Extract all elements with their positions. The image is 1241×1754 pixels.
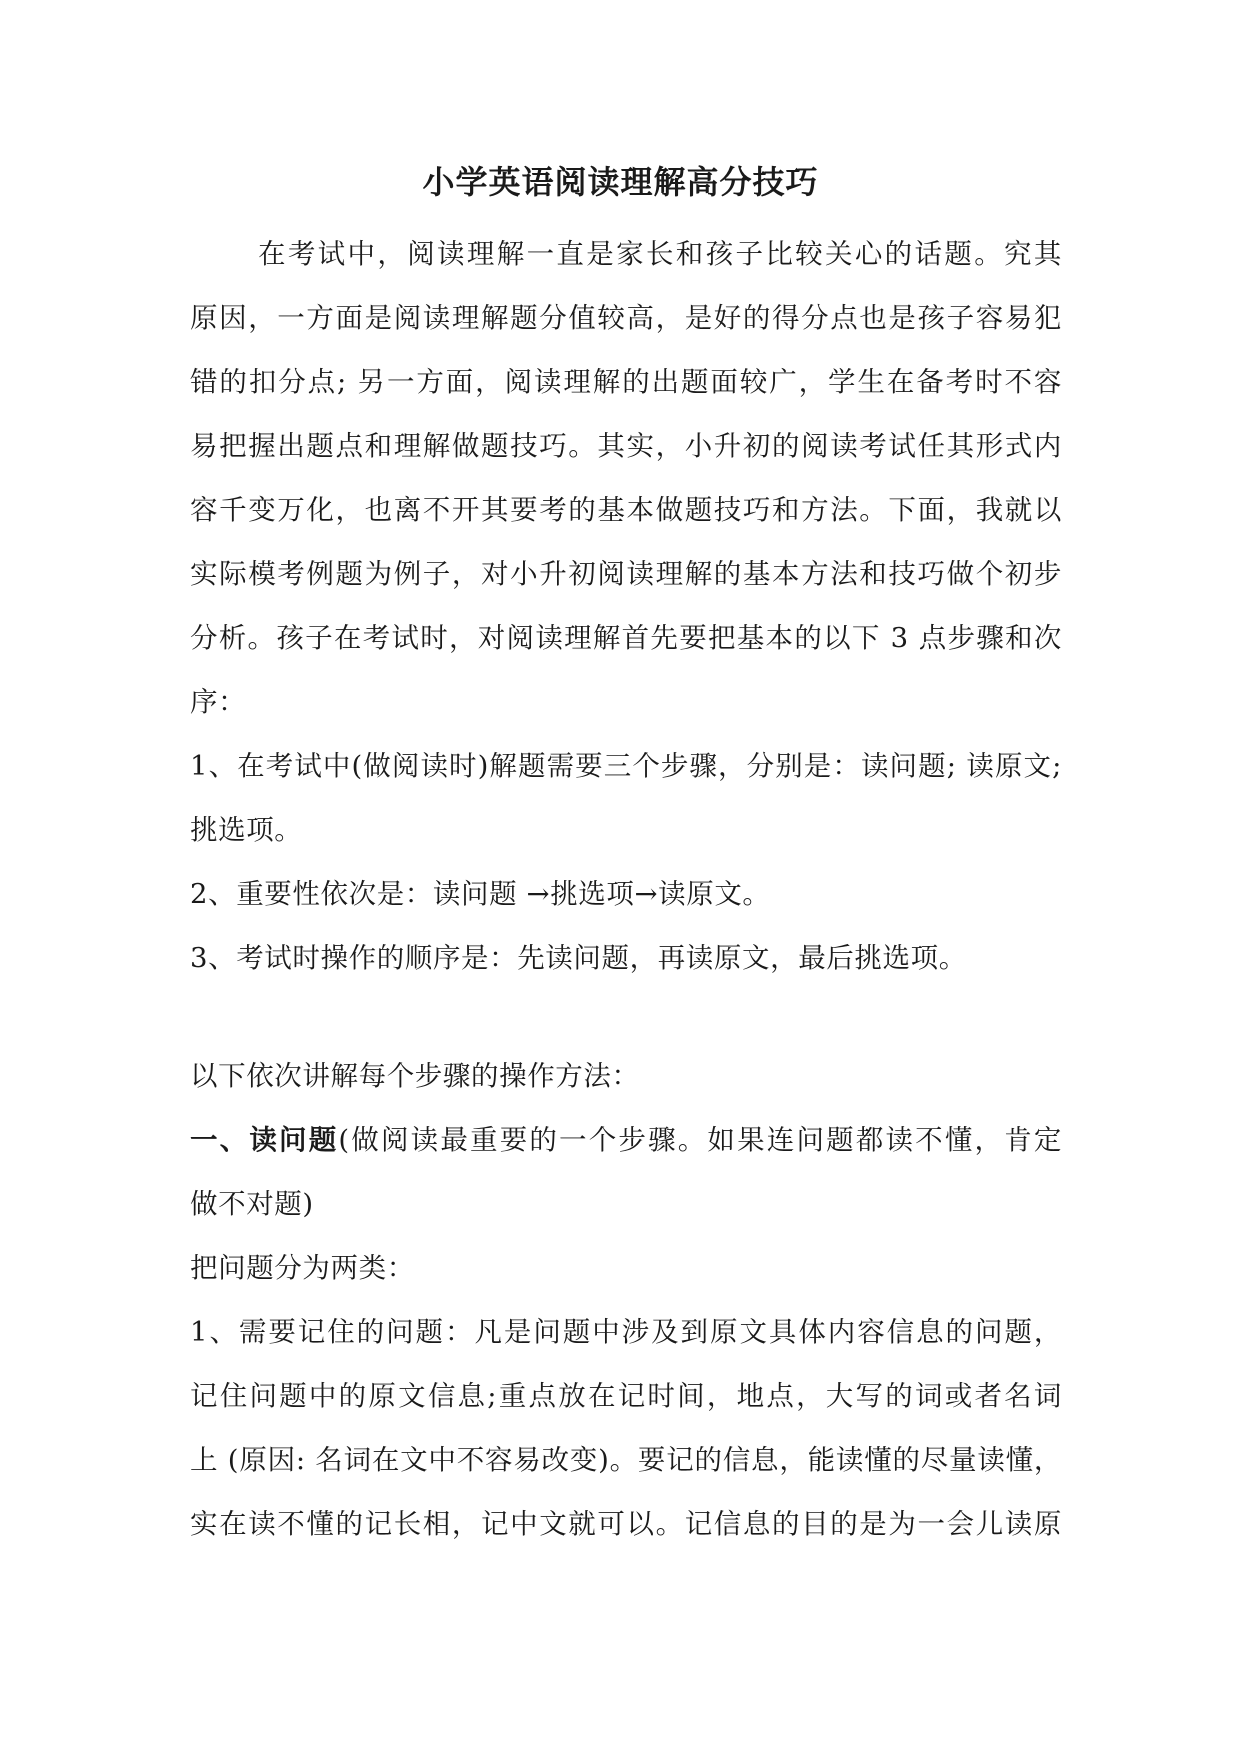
blank-gap [190, 990, 1062, 1044]
intro-line: 实际模考例题为例子，对小升初阅读理解的基本方法和技巧做个初步 [190, 558, 1062, 590]
section1-classify: 把问题分为两类： [190, 1252, 415, 1284]
intro-line: 错的扣分点; 另一方面，阅读理解的出题面较广，学生在备考时不容 [190, 366, 1062, 398]
section1-line: 实在读不懂的记长相，记中文就可以。记信息的目的是为一会儿读原 [190, 1508, 1062, 1540]
section1-line: 1、需要记住的问题：凡是问题中涉及到原文具体内容信息的问题， [190, 1316, 1062, 1348]
document-title: 小学英语阅读理解高分技巧 [422, 163, 819, 201]
section-intro: 以下依次讲解每个步骤的操作方法： [190, 1060, 640, 1092]
section1-line: 上 (原因: 名词在文中不容易改变)。要记的信息，能读懂的尽量读懂， [190, 1444, 1062, 1476]
intro-line: 分析。孩子在考试时，对阅读理解首先要把基本的以下 3 点步骤和次 [190, 622, 1062, 654]
step-line: 2、重要性依次是：读问题 →挑选项→读原文。 [190, 878, 771, 910]
intro-line: 原因，一方面是阅读理解题分值较高，是好的得分点也是孩子容易犯 [190, 302, 1062, 334]
intro-line: 在考试中，阅读理解一直是家长和孩子比较关心的话题。究其 [258, 238, 1062, 270]
section1-heading-line2: 做不对题) [190, 1188, 314, 1220]
section1-heading-line [190, 1108, 1062, 1172]
step-line: 3、考试时操作的顺序是：先读问题，再读原文，最后挑选项。 [190, 942, 967, 974]
section1-heading: 一、读问题 [190, 1124, 339, 1156]
section1-heading-rest: (做阅读最重要的一个步骤。如果连问题都读不懂，肯定 [338, 1124, 1062, 1156]
step-line: 挑选项。 [190, 814, 303, 846]
intro-line: 序： [190, 686, 247, 718]
intro-paragraph [190, 222, 1062, 1556]
section1-line: 记住问题中的原文信息;重点放在记时间，地点，大写的词或者名词 [190, 1380, 1062, 1412]
step-line: 1、在考试中(做阅读时)解题需要三个步骤，分别是：读问题; 读原文; [190, 750, 1062, 782]
intro-line: 易把握出题点和理解做题技巧。其实，小升初的阅读考试任其形式内 [190, 430, 1062, 462]
intro-line: 容千变万化，也离不开其要考的基本做题技巧和方法。下面，我就以 [190, 494, 1062, 526]
